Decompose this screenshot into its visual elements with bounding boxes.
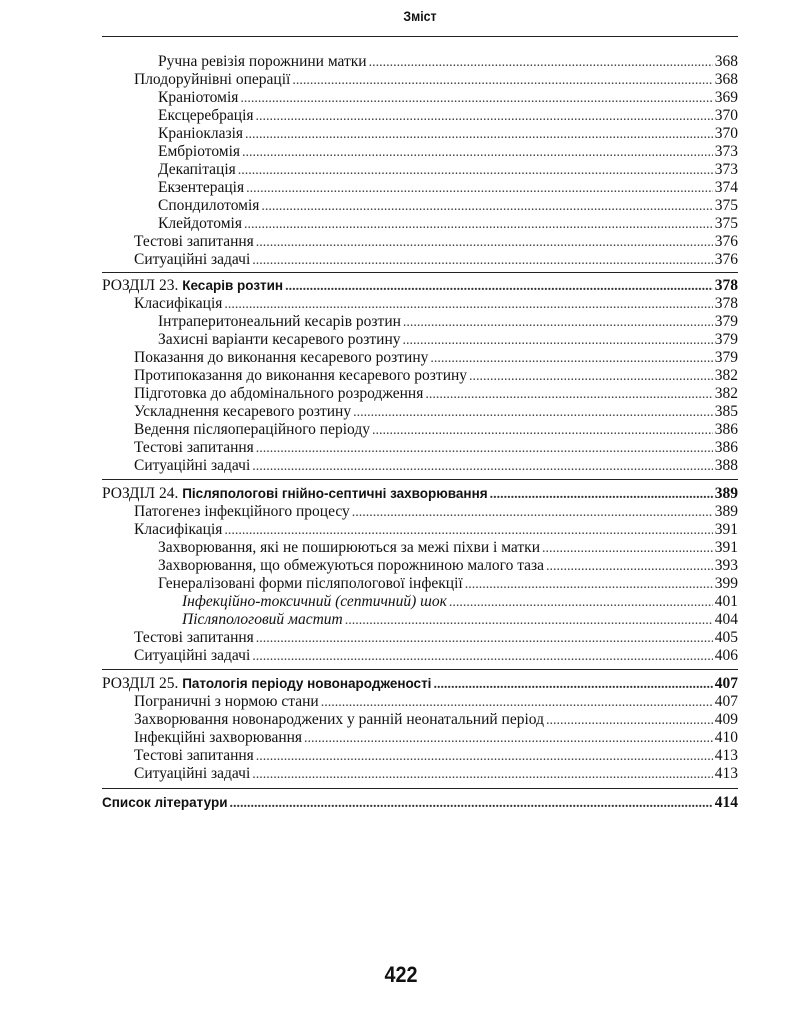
- toc-entry[interactable]: Післяпологовий мастит ..... 404: [182, 611, 738, 629]
- toc-entry[interactable]: Підготовка до абдомінального розродження ..... 382: [134, 385, 738, 403]
- toc-chapter-25[interactable]: РОЗДІЛ 25. Патологія періоду новонародженості ..... 407: [102, 675, 738, 693]
- toc-entry[interactable]: Ведення післяопераційного періоду ..... 386: [134, 421, 738, 439]
- toc-entry[interactable]: Клейдотомія ..... 375: [158, 215, 738, 233]
- toc-entry[interactable]: Інфекційно-токсичний (септичний) шок ..... 401: [182, 593, 738, 611]
- toc-entry[interactable]: Захисні варіанти кесаревого розтину ..... 379: [158, 331, 738, 349]
- section-divider: [102, 479, 738, 480]
- toc-entry[interactable]: Ситуаційні задачі ..... 388: [134, 457, 738, 475]
- toc-entry[interactable]: Плодоруйнівні операції ..... 368: [134, 71, 738, 89]
- toc-entry[interactable]: Ексцеребрація ..... 370: [158, 107, 738, 125]
- header-rule: [102, 36, 738, 37]
- toc-entry[interactable]: Захворювання, які не поширюються за межі піхви і матки ..... 391: [158, 539, 738, 557]
- toc-entry[interactable]: Ситуаційні задачі ..... 376: [134, 251, 738, 269]
- toc-entry[interactable]: Тестові запитання ..... 386: [134, 439, 738, 457]
- toc-entry[interactable]: Ембріотомія ..... 373: [158, 143, 738, 161]
- toc-bibliography[interactable]: Список літератури ..... 414: [102, 794, 738, 812]
- toc-entry[interactable]: Показання до виконання кесаревого розтину ..... 379: [134, 349, 738, 367]
- toc-entry[interactable]: Інтраперитонеальний кесарів розтин ..... 379: [158, 313, 738, 331]
- toc-entry[interactable]: Тестові запитання ..... 376: [134, 233, 738, 251]
- toc-entry[interactable]: Інфекційні захворювання ..... 410: [134, 729, 738, 747]
- toc-entry[interactable]: Краніоклазія ..... 370: [158, 125, 738, 143]
- toc-entry[interactable]: Тестові запитання ..... 413: [134, 747, 738, 765]
- toc-chapter-24[interactable]: РОЗДІЛ 24. Післяпологові гнійно-септичні захворювання ..... 389: [102, 485, 738, 503]
- toc-entry[interactable]: Ручна ревізія порожнини матки ..... 368: [158, 53, 738, 71]
- toc-entry[interactable]: Краніотомія ..... 369: [158, 89, 738, 107]
- toc-entry[interactable]: Екзентерація ..... 374: [158, 179, 738, 197]
- toc-entry[interactable]: Пограничні з нормою стани ..... 407: [134, 693, 738, 711]
- section-divider: [102, 788, 738, 789]
- toc-entry[interactable]: Класифікація ..... 391: [134, 521, 738, 539]
- running-header: Зміст: [403, 8, 437, 24]
- section-divider: [102, 669, 738, 670]
- toc-entry[interactable]: Патогенез інфекційного процесу ..... 389: [134, 503, 738, 521]
- toc-entry[interactable]: Протипоказання до виконання кесаревого розтину ..... 382: [134, 367, 738, 385]
- toc-chapter-23[interactable]: РОЗДІЛ 23. Кесарів розтин ..... 378: [102, 277, 738, 295]
- section-divider: [102, 272, 738, 273]
- toc-entry[interactable]: Класифікація ..... 378: [134, 295, 738, 313]
- page-number: 422: [384, 962, 418, 987]
- toc-entry[interactable]: Тестові запитання ..... 405: [134, 629, 738, 647]
- toc-entry[interactable]: Генералізовані форми післяпологової інфекції ..... 399: [158, 575, 738, 593]
- toc-entry[interactable]: Ситуаційні задачі ..... 413: [134, 765, 738, 783]
- toc-entry[interactable]: Захворювання новонароджених у ранній неонатальний період ..... 409: [134, 711, 738, 729]
- toc-entry[interactable]: Декапітація ..... 373: [158, 161, 738, 179]
- toc-entry[interactable]: Ускладнення кесаревого розтину ..... 385: [134, 403, 738, 421]
- toc-entry[interactable]: Спондилотомія ..... 375: [158, 197, 738, 215]
- toc-entry[interactable]: Захворювання, що обмежуються порожниною малого таза ..... 393: [158, 557, 738, 575]
- toc-entry[interactable]: Ситуаційні задачі ..... 406: [134, 647, 738, 665]
